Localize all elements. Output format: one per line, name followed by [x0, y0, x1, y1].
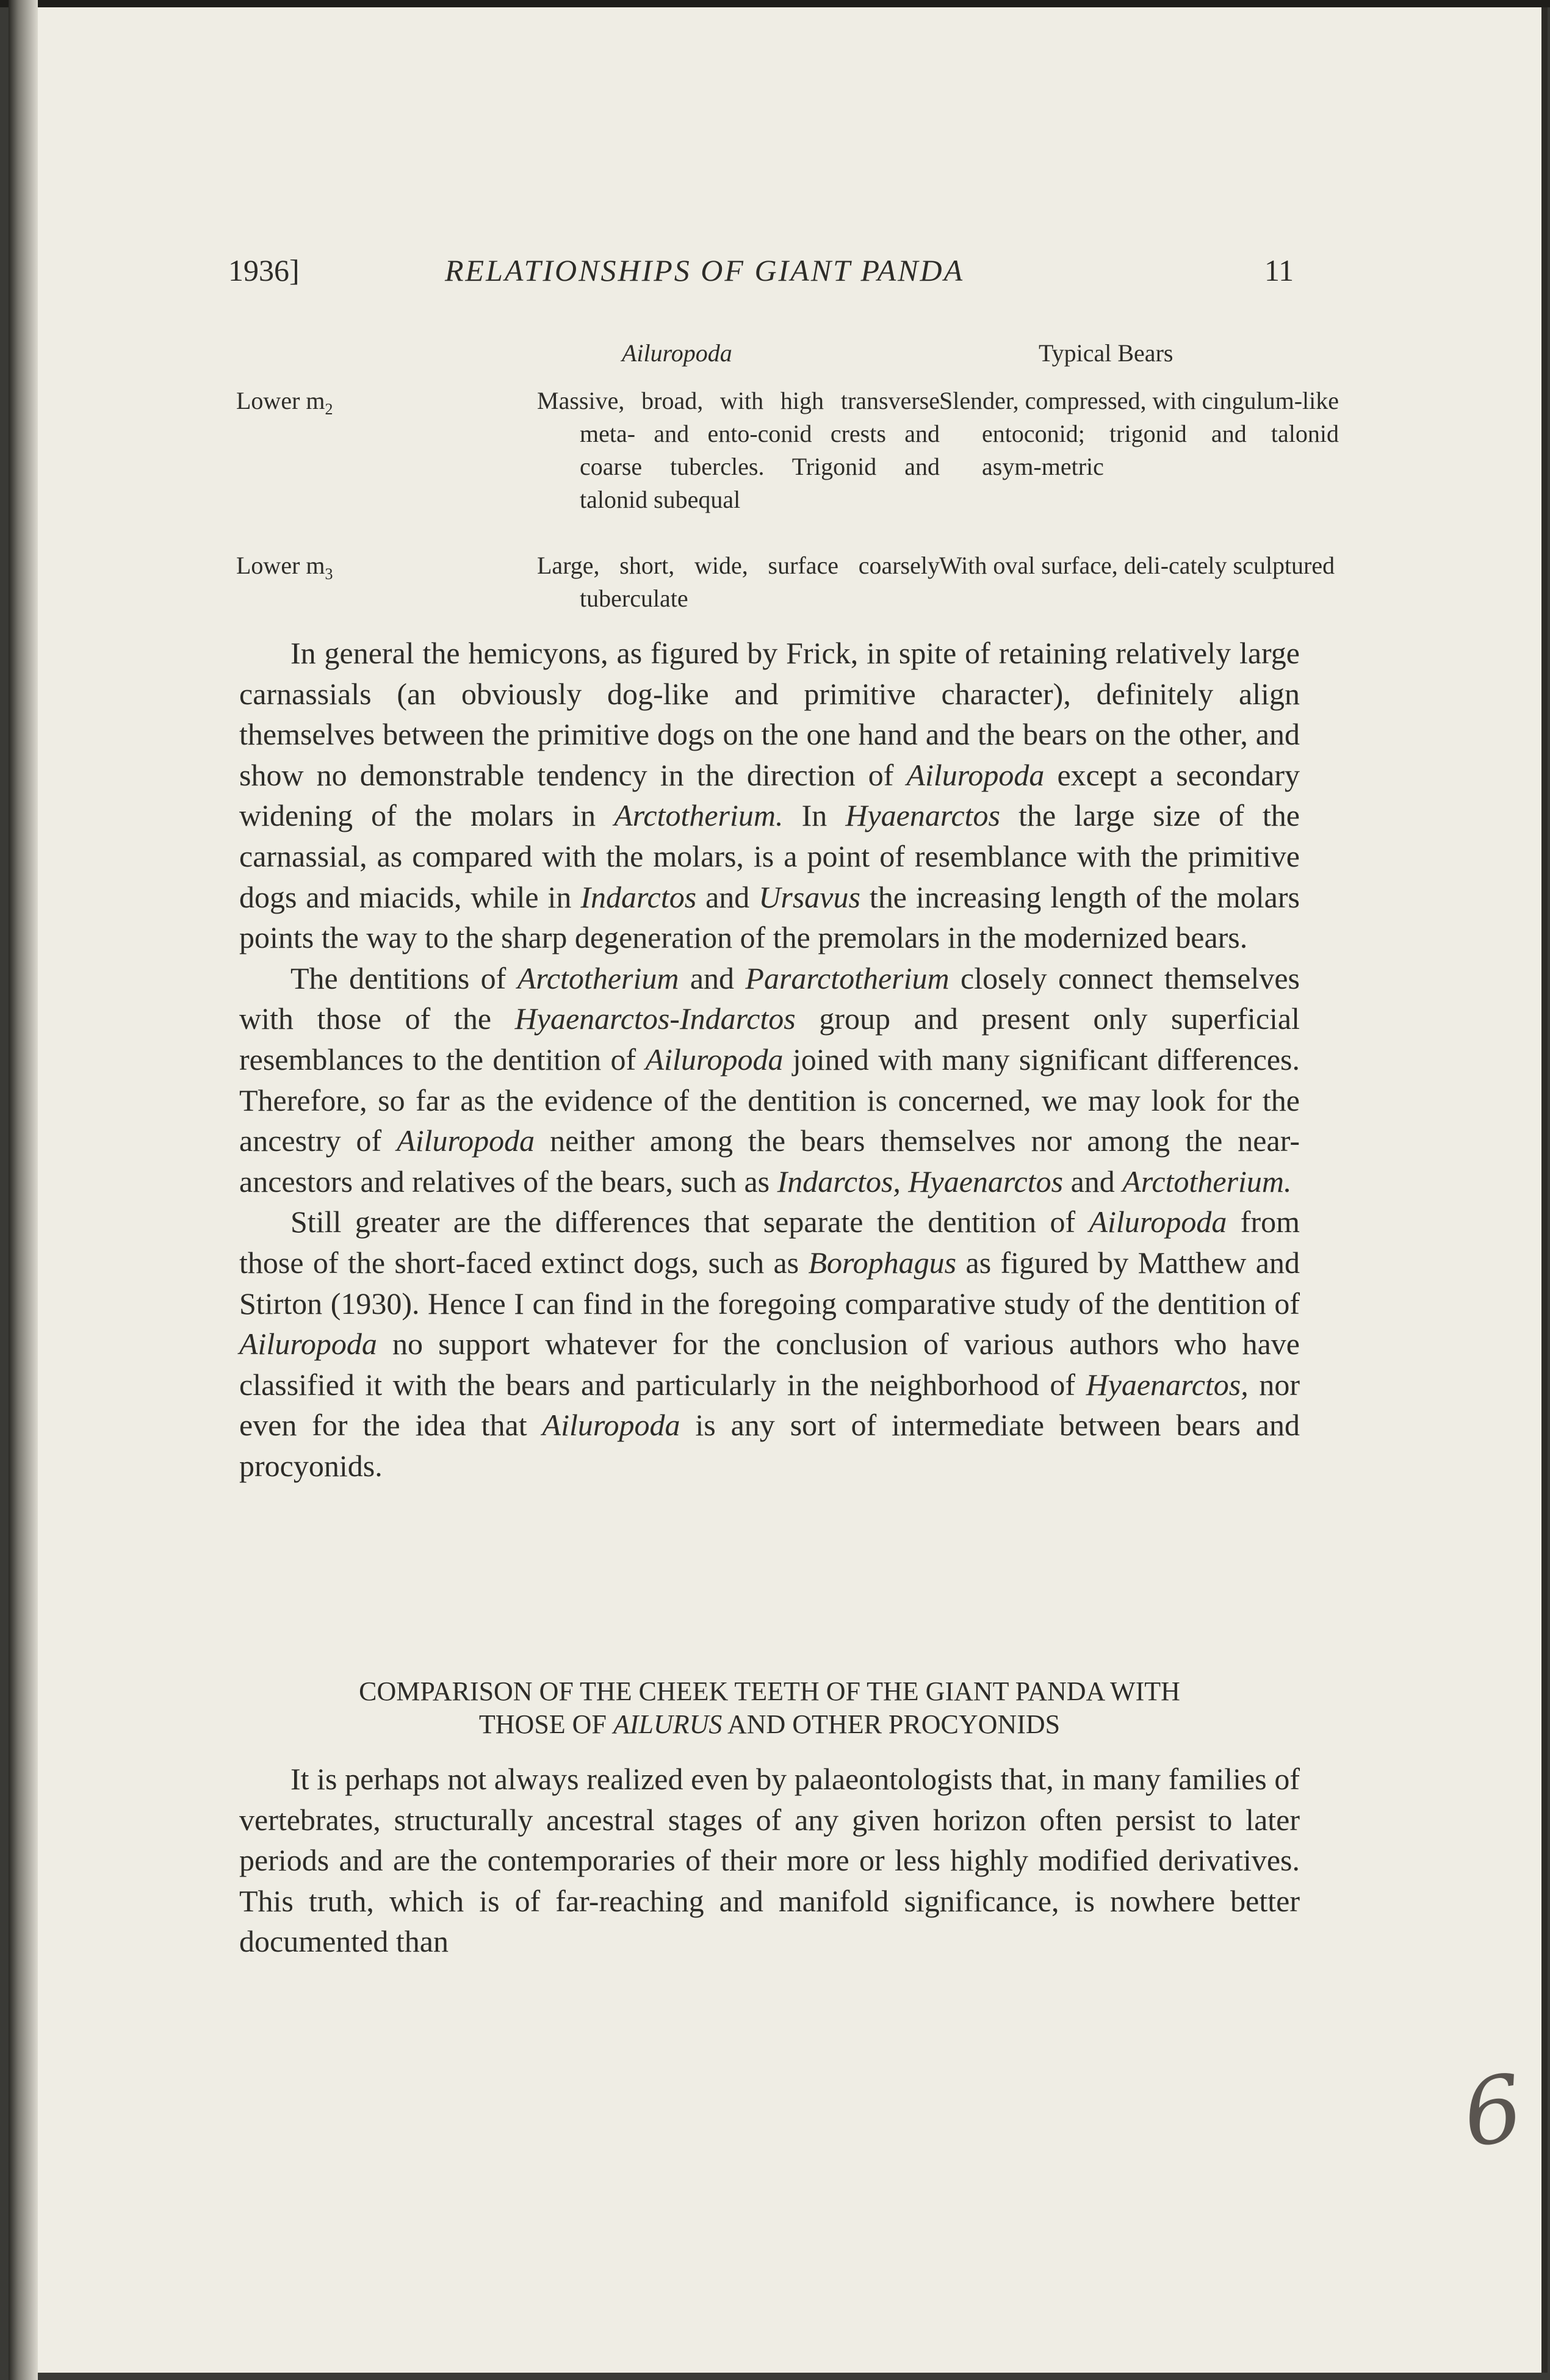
cell-typical-bears-m3: With oval surface, deli-cately sculptured	[939, 552, 1335, 579]
paragraph-ancestral-stages: It is perhaps not always realized even by palaeontologists that, in many families of vertebrates, structurally ancestral stages of any given horizon often persist to later periods and are the contemporaries of their more or less highly modified derivatives. This truth, which is of far-reaching and manifold significance, is nowhere better documented than	[239, 1762, 1300, 1959]
body-text-upper	[239, 633, 1300, 1486]
pencil-annotation: 6	[1457, 2055, 1529, 2168]
section-heading-line2: THOSE OF AILURUS AND OTHER PROCYONIDS	[478, 1709, 1061, 1739]
page-top-edge	[0, 0, 1550, 7]
paragraph-hemicyons: In general the hemicyons, as figured by Frick, in spite of retaining relatively large carnassials (an obviously dog-like and primitive character), definitely align themselves between the primitive dogs on the one hand and the bears on the other, and show no demonstrable tendency in the direction of Ailuropoda except a secondary widening of the molars in Arctotherium. In Hyaenarctos the large size of the carnassial, as compared with the molars, is a point of resemblance with the primitive dogs and miacids, while in Indarctos and Ursavus the increasing length of the molars points the way to the sharp degeneration of the premolars in the modernized bears.	[239, 636, 1300, 955]
running-head-year: 1936]	[228, 253, 300, 287]
body-text-lower	[239, 1759, 1300, 1962]
running-head	[9, 253, 1541, 295]
column-header-typical-bears: Typical Bears	[1039, 339, 1173, 367]
binding-spine	[9, 0, 38, 2380]
document-page	[9, 7, 1548, 2373]
paragraph-differences: Still greater are the differences that separate the dentition of Ailuropoda from those of the short-faced extinct dogs, such as Borophagus as figured by Matthew and Stirton (1930). Hence I can find in the foregoing comparative study of the dentition of Ailuropoda no support whatever for the conclusion of various authors who have classified it with the bears and particularly in the neighborhood of Hyaenarctos, nor even for the idea that Ailuropoda is any sort of intermediate between bears and procyonids.	[239, 1205, 1300, 1483]
page-number: 11	[1264, 253, 1294, 287]
cell-typical-bears-m2: Slender, compressed, with cingulum-like entoconid; trigonid and talonid asym-metric	[939, 387, 1339, 480]
row-label-lower-m3: Lower $m_3$	[236, 552, 333, 583]
column-header-ailuropoda: Ailuropoda	[622, 339, 732, 367]
row-label-lower-m2: Lower $m_2$	[236, 387, 333, 418]
cell-ailuropoda-m3: Large, short, wide, surface coarsely tuberculate	[537, 552, 940, 612]
section-heading	[239, 1675, 1300, 1741]
paragraph-dentitions: The dentitions of Arctotherium and Pararctotherium closely connect themselves with those of the Hyaenarctos-Indarctos group and present only superficial resemblances to the dentition of Ailuropoda joined with many significant differences. Therefore, so far as the evidence of the dentition is concerned, we may look for the ancestry of Ailuropoda neither among the bears themselves nor among the near-ancestors and relatives of the bears, such as Indarctos, Hyaenarctos and Arctotherium.	[239, 961, 1300, 1199]
running-head-title: RELATIONSHIPS OF GIANT PANDA	[445, 253, 965, 287]
cell-ailuropoda-m2: Massive, broad, with high transverse meta- and ento-conid crests and coarse tubercles. Trigonid and talonid subequal	[537, 387, 940, 513]
section-heading-line1: COMPARISON OF THE CHEEK TEETH OF THE GIANT PANDA WITH	[359, 1676, 1180, 1706]
